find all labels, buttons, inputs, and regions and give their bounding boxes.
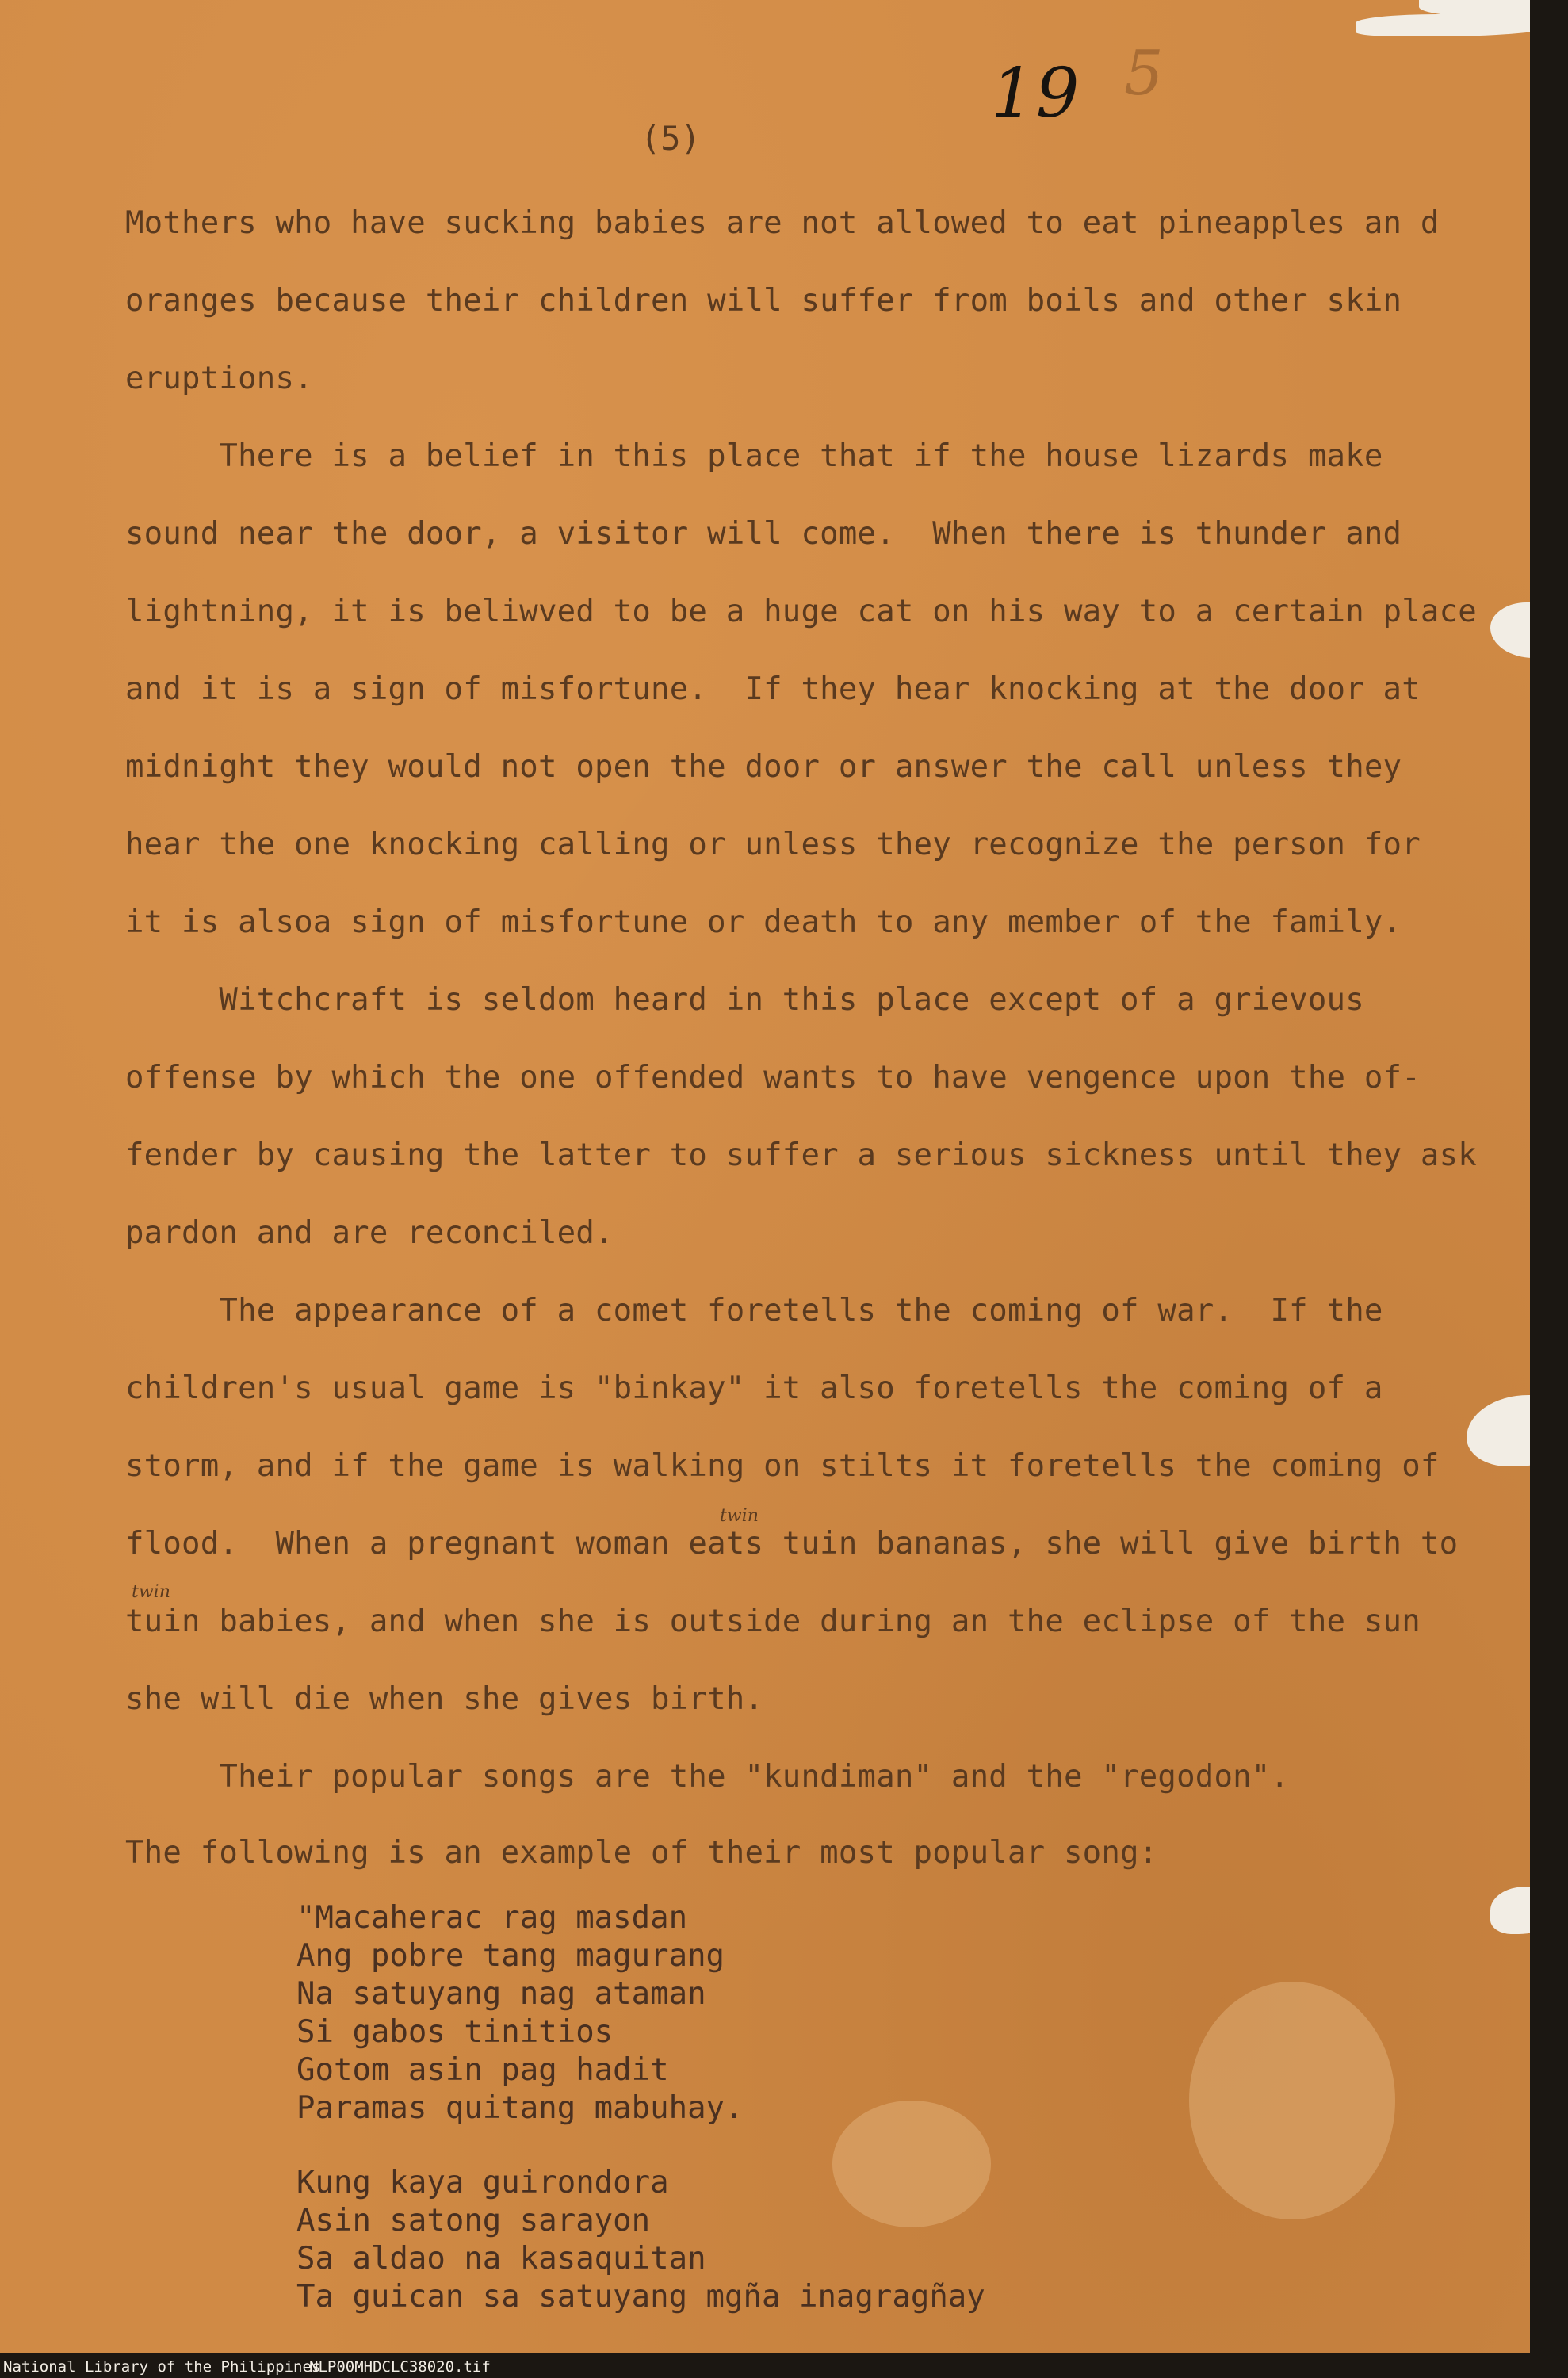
text-line: pardon and are reconciled. (125, 1215, 614, 1251)
poem-line: Si gabos tinitios (296, 2014, 614, 2050)
poem-line: Paramas quitang mabuhay. (296, 2090, 744, 2126)
handwritten-annotation: twin (720, 1506, 759, 1526)
paper-wear (1189, 1982, 1395, 2219)
text-line: lightning, it is beliwved to be a huge cat on his way to a certain place (125, 594, 1477, 629)
poem-line: Ang pobre tang magurang (296, 1938, 725, 1974)
handwritten-faint-mark: 5 (1124, 38, 1164, 109)
text-line: midnight they would not open the door or answer the call unless they (125, 749, 1402, 785)
torn-edge (1490, 602, 1530, 658)
text-line: she will die when she gives birth. (125, 1681, 764, 1717)
text-line: storm, and if the game is walking on stilts it foretells the coming of (125, 1448, 1440, 1484)
text-line: children's usual game is "binkay" it also foretells the coming of a (125, 1371, 1383, 1406)
typed-page-number: (5) (641, 119, 701, 158)
text-line: flood. When a pregnant woman eats tuin bananas, she will give birth to (125, 1526, 1459, 1562)
text-line: There is a belief in this place that if the house lizards make (125, 438, 1383, 474)
text-line: sound near the door, a visitor will come. When there is thunder and (125, 516, 1402, 552)
paper-wear (832, 2101, 991, 2227)
poem-line: Na satuyang nag ataman (296, 1976, 706, 2012)
text-line: fender by causing the latter to suffer a serious sickness until they ask (125, 1137, 1477, 1173)
handwritten-page-number: 19 (991, 54, 1081, 133)
poem-line: Asin satong sarayon (296, 2203, 651, 2238)
text-line: Witchcraft is seldom heard in this place except of a grievous (125, 982, 1364, 1018)
poem-line: Gotom asin pag hadit (296, 2052, 669, 2088)
text-line: offense by which the one offended wants to have vengence upon the of- (125, 1060, 1421, 1095)
text-line: Their popular songs are the "kundiman" and the "regodon". (125, 1759, 1290, 1795)
text-line: and it is a sign of misfortune. If they hear knocking at the door at (125, 671, 1421, 707)
text-line: hear the one knocking calling or unless they recognize the person for (125, 827, 1421, 862)
poem-line: Ta guican sa satuyang mgña inagragñay (296, 2279, 985, 2315)
torn-edge (1490, 1887, 1530, 1934)
poem-line: Sa aldao na kasaquitan (296, 2241, 706, 2277)
text-line: eruptions. (125, 361, 313, 396)
text-line: oranges because their children will suffer from boils and other skin (125, 283, 1402, 319)
footer-library-name: National Library of the Philippines (3, 2358, 321, 2376)
handwritten-annotation: twin (132, 1582, 170, 1602)
text-line: The following is an example of their most popular song: (125, 1835, 1158, 1871)
torn-edge (1467, 1395, 1530, 1466)
text-line: Mothers who have sucking babies are not allowed to eat pineapples an d (125, 205, 1440, 241)
text-line: tuin babies, and when she is outside during an the eclipse of the sun (125, 1604, 1421, 1639)
text-line: it is alsoa sign of misfortune or death to any member of the family. (125, 904, 1402, 940)
torn-edge (1356, 14, 1530, 36)
poem-line: Kung kaya guirondora (296, 2165, 669, 2200)
poem-line: "Macaherac rag masdan (296, 1900, 688, 1936)
footer-file-name: NLP00MHDCLC38020.tif (309, 2358, 491, 2376)
text-line: The appearance of a comet foretells the coming of war. If the (125, 1293, 1383, 1329)
